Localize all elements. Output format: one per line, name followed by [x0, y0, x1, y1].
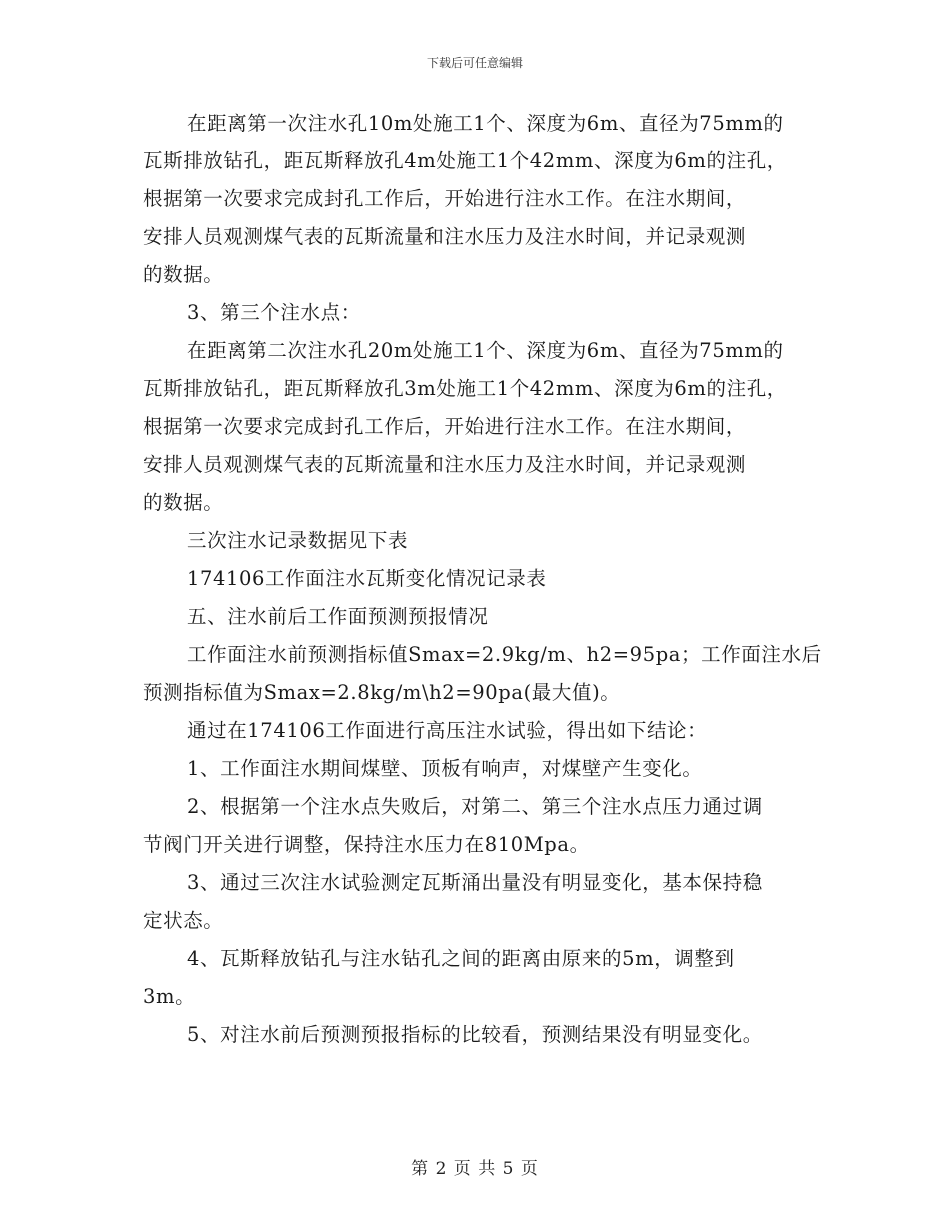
conclusion-item: 1、工作面注水期间煤壁、顶板有响声，对煤壁产生变化。: [187, 757, 703, 780]
paragraph-line: 瓦斯排放钻孔，距瓦斯释放孔4m处施工1个42mm、深度为6m的注孔，: [143, 149, 787, 172]
conclusion-item: 5、对注水前后预测预报指标的比较看，预测结果没有明显变化。: [187, 1023, 763, 1046]
paragraph-line: 的数据。: [143, 491, 224, 514]
paragraph-line: 根据第一次要求完成封孔工作后，开始进行注水工作。在注水期间，: [143, 187, 747, 210]
conclusion-item: 4、瓦斯释放钻孔与注水钻孔之间的距离由原来的5m，调整到: [187, 947, 735, 970]
conclusion-item: 2、根据第一个注水点失败后，对第二、第三个注水点压力通过调: [187, 795, 763, 818]
paragraph-line: 的数据。: [143, 263, 224, 286]
paragraph-line: 根据第一次要求完成封孔工作后，开始进行注水工作。在注水期间，: [143, 415, 747, 438]
paragraph-line: 工作面注水前预测指标值Smax=2.9kg/m、h2=95pa；工作面注水后: [187, 643, 822, 666]
conclusion-item: 3、通过三次注水试验测定瓦斯涌出量没有明显变化，基本保持稳: [187, 871, 763, 894]
paragraph-line: 通过在174106工作面进行高压注水试验，得出如下结论：: [187, 719, 708, 742]
paragraph-line: 三次注水记录数据见下表: [187, 529, 409, 552]
paragraph-line: 在距离第二次注水孔20m处施工1个、深度为6m、直径为75mm的: [187, 339, 784, 362]
section-heading: 3、第三个注水点：: [187, 301, 361, 324]
page-header: 下载后可任意编辑: [426, 56, 523, 70]
section-heading: 五、注水前后工作面预测预报情况: [187, 605, 489, 628]
paragraph-line: 在距离第一次注水孔10m处施工1个、深度为6m、直径为75mm的: [187, 112, 784, 135]
conclusion-item-continued: 定状态。: [143, 909, 224, 932]
paragraph-line: 预测指标值为Smax=2.8kg/m\h2=90pa(最大值)。: [143, 681, 621, 704]
paragraph-line: 安排人员观测煤气表的瓦斯流量和注水压力及注水时间，并记录观测: [143, 225, 747, 248]
page-number: 第 2 页 共 5 页: [411, 1159, 539, 1179]
paragraph-line: 安排人员观测煤气表的瓦斯流量和注水压力及注水时间，并记录观测: [143, 453, 747, 476]
table-caption: 174106工作面注水瓦斯变化情况记录表: [187, 567, 547, 590]
paragraph-line: 瓦斯排放钻孔，距瓦斯释放孔3m处施工1个42mm、深度为6m的注孔，: [143, 377, 787, 400]
conclusion-item-continued: 节阀门开关进行调整，保持注水压力在810Mpa。: [143, 833, 590, 856]
conclusion-item-continued: 3m。: [143, 985, 196, 1008]
